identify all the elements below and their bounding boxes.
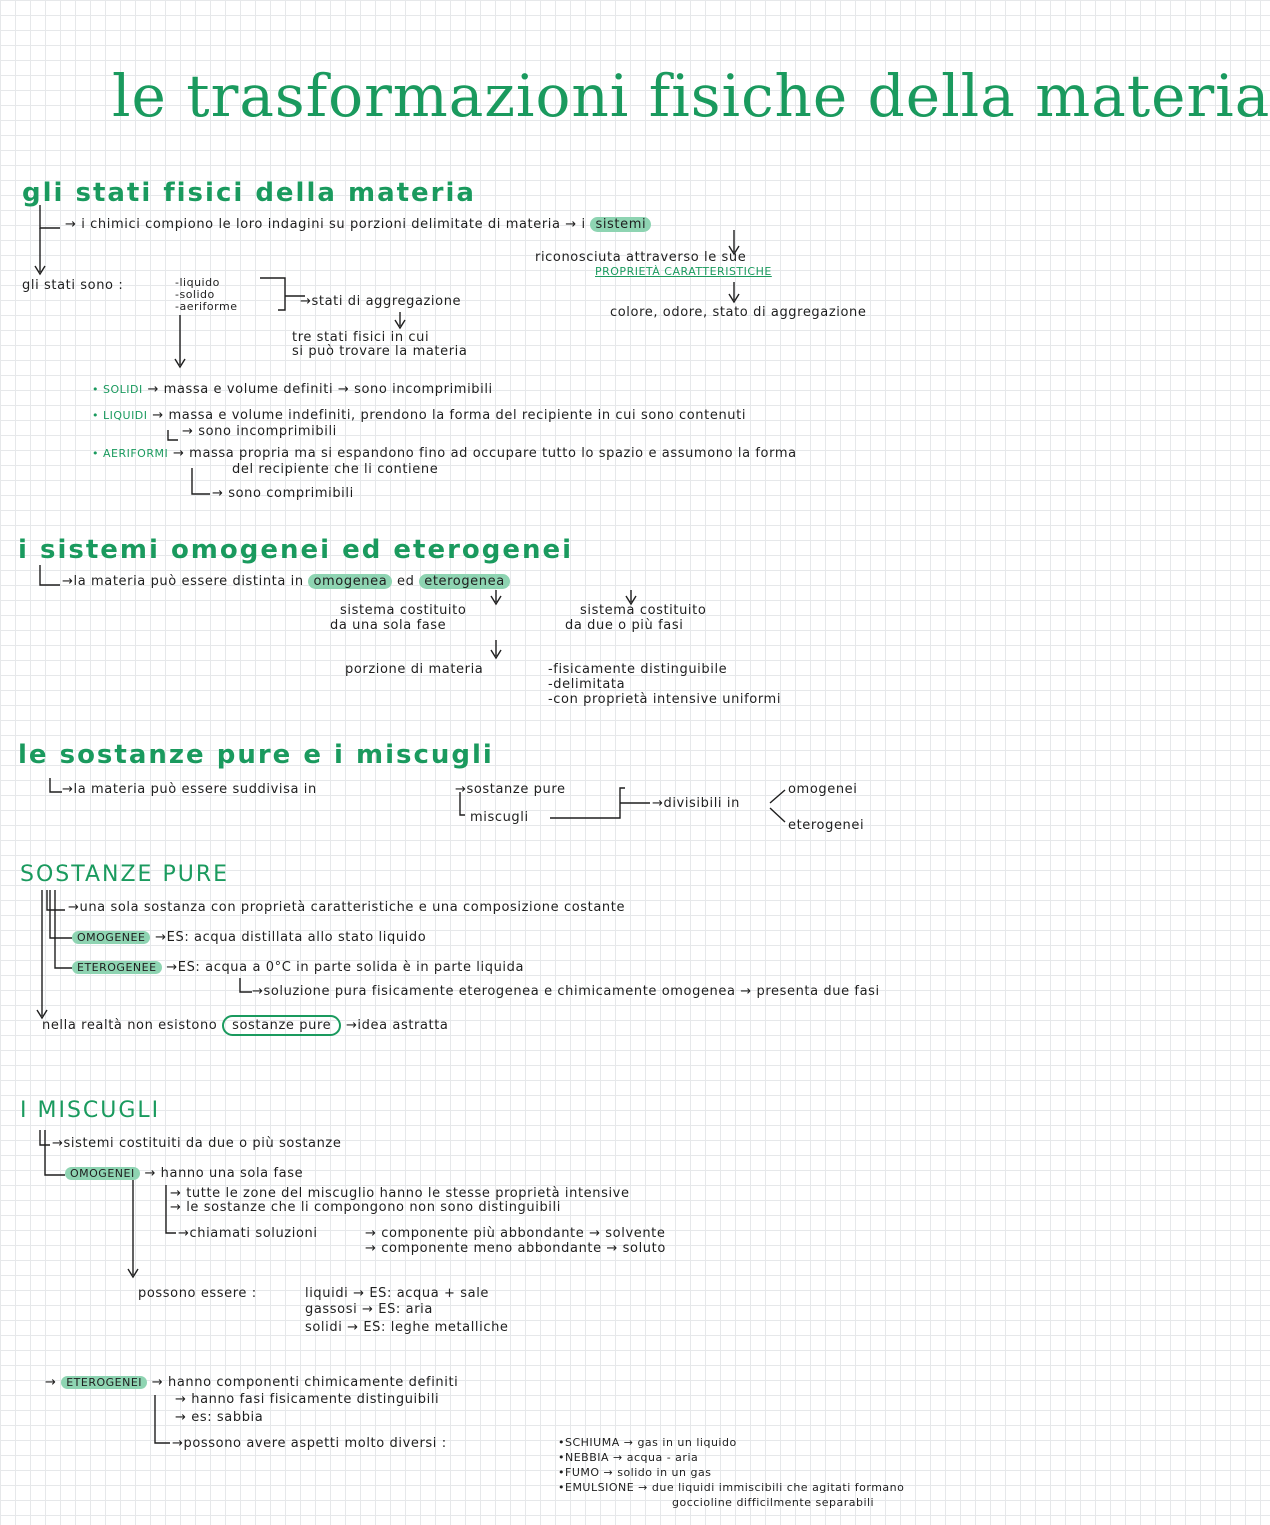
solidi-es: solidi → ES: leghe metalliche	[305, 1320, 509, 1335]
realta-line	[42, 1018, 449, 1033]
liquidi-text: → massa e volume indefiniti, prendono la forma del recipiente in cui sono contenuti	[152, 408, 747, 423]
sostanze-pure-oval: sostanze pure	[222, 1015, 341, 1036]
heading-sistemi: i sistemi omogenei ed eterogenei	[18, 535, 574, 565]
riconosciuta-text: riconosciuta attraverso le sue	[535, 250, 747, 265]
sistemi-costituiti-text: →sistemi costituiti da due o più sostanze	[52, 1136, 342, 1151]
schiuma-text: •SCHIUMA → gas in un liquido	[558, 1436, 737, 1449]
liquidi-line	[92, 408, 746, 423]
heading-sostanze-pure: SOSTANZE PURE	[20, 862, 230, 887]
eterogenea-desc2: da due o più fasi	[565, 618, 684, 633]
heading-miscugli: I MISCUGLI	[20, 1098, 161, 1123]
porzione-prop1: -fisicamente distinguibile	[548, 662, 728, 677]
page-title: le trasformazioni fisiche della materia	[112, 62, 1270, 130]
porzione-prop3: -con proprietà intensive uniformi	[548, 692, 782, 707]
tre-stati-line1: tre stati fisici in cui	[292, 330, 430, 345]
divisibili-text: →divisibili in	[652, 796, 740, 811]
emulsione-text2: goccioline difficilmente separabili	[672, 1496, 875, 1509]
omogenea-desc1: sistema costituito	[340, 603, 467, 618]
solvente-text: → componente più abbondante → solvente	[365, 1226, 666, 1241]
ed-text: ed	[397, 574, 415, 589]
omogenei-text3: → le sostanze che li compongono non sono distinguibili	[170, 1200, 561, 1215]
line-chimici-text: → i chimici compiono le loro indagini su porzioni delimitate di materia → i	[65, 217, 586, 232]
line-distinta	[62, 574, 510, 589]
eterogenei-text2: → hanno fasi fisicamente distinguibili	[175, 1392, 440, 1407]
eterogenei-line: → ETEROGENEI → hanno componenti chimicamente definiti	[45, 1375, 459, 1390]
aeriformi-text3: → sono comprimibili	[212, 486, 354, 501]
omogenei-text1: → hanno una sola fase	[144, 1166, 304, 1181]
sostanze-pure-text: →sostanze pure	[455, 782, 566, 797]
chiamati-soluzioni: →chiamati soluzioni	[178, 1226, 318, 1241]
aeriformi-key: • AERIFORMI	[92, 447, 169, 460]
porzione-prop2: -delimitata	[548, 677, 626, 692]
aeriformi-line	[92, 446, 797, 461]
eterogenee-text: →ES: acqua a 0°C in parte solida è in parte liquida	[166, 960, 525, 975]
sostanza-sola-text: →una sola sostanza con proprietà caratteristiche e una composizione costante	[68, 900, 626, 915]
eterogenee-line	[72, 960, 524, 975]
omogenea-desc2: da una sola fase	[330, 618, 447, 633]
solidi-key: • SOLIDI	[92, 383, 143, 396]
eterogenei-key: ETEROGENEI	[61, 1376, 147, 1389]
omogenee-line	[72, 930, 426, 945]
proprieta-caratteristiche: PROPRIETÀ CARATTERISTICHE	[595, 265, 772, 278]
eterogenei-text3: → es: sabbia	[175, 1410, 264, 1425]
omogenee-key: OMOGENEE	[72, 931, 150, 944]
omogenea-highlight: omogenea	[308, 574, 392, 589]
eterogenea-desc1: sistema costituito	[580, 603, 707, 618]
aeriforme-item: -aeriforme	[175, 300, 238, 313]
heading-sostanze-miscugli: le sostanze pure e i miscugli	[18, 740, 494, 770]
solidi-line	[92, 382, 493, 397]
omogenei-line	[65, 1166, 303, 1181]
soluto-text: → componente meno abbondante → soluto	[365, 1241, 666, 1256]
possono-essere: possono essere :	[138, 1286, 257, 1301]
eterogenei-text: eterogenei	[788, 818, 865, 833]
liquidi-key: • LIQUIDI	[92, 409, 148, 422]
suddivisa-text: →la materia può essere suddivisa in	[62, 782, 317, 797]
soluzione-pura-text: →soluzione pura fisicamente eterogenea e chimicamente omogenea → presenta due fasi	[252, 984, 880, 999]
heading-stati-fisici: gli stati fisici della materia	[22, 178, 476, 208]
liquidi-text2: → sono incomprimibili	[182, 424, 337, 439]
colore-odore-text: colore, odore, stato di aggregazione	[610, 305, 867, 320]
omogenei-key: OMOGENEI	[65, 1167, 140, 1180]
omogenei-text2: → tutte le zone del miscuglio hanno le stesse proprietà intensive	[170, 1186, 630, 1201]
eterogenea-highlight: eterogenea	[419, 574, 510, 589]
solido-item: -solido	[175, 288, 215, 301]
solidi-text: → massa e volume definiti → sono incomprimibili	[147, 382, 493, 397]
line-chimici	[65, 217, 651, 232]
aspetti-text: →possono avere aspetti molto diversi :	[172, 1436, 447, 1451]
realta-text: nella realtà non esistono	[42, 1018, 218, 1033]
sistemi-highlight: sistemi	[590, 217, 651, 232]
stati-sono-label: gli stati sono :	[22, 278, 124, 293]
distinta-text: →la materia può essere distinta in	[62, 574, 304, 589]
tre-stati-line2: si può trovare la materia	[292, 344, 468, 359]
omogenei-text: omogenei	[788, 782, 858, 797]
aggregazione-text: →stati di aggregazione	[300, 294, 462, 309]
liquidi-es: liquidi → ES: acqua + sale	[305, 1286, 490, 1301]
eterogenei-text1: → hanno componenti chimicamente definiti	[151, 1375, 459, 1390]
idea-astratta-text: →idea astratta	[345, 1018, 449, 1033]
omogenee-text: →ES: acqua distillata allo stato liquido	[155, 930, 427, 945]
aeriformi-text2: del recipiente che li contiene	[232, 462, 439, 477]
miscugli-text: miscugli	[470, 810, 529, 825]
liquido-item: -liquido	[175, 276, 220, 289]
eterogenee-key: ETEROGENEE	[72, 961, 162, 974]
porzione-text: porzione di materia	[345, 662, 484, 677]
nebbia-text: •NEBBIA → acqua - aria	[558, 1451, 699, 1464]
aeriformi-text: → massa propria ma si espandono fino ad occupare tutto lo spazio e assumono la forma	[172, 446, 797, 461]
emulsione-text: •EMULSIONE → due liquidi immiscibili che agitati formano	[558, 1481, 905, 1494]
fumo-text: •FUMO → solido in un gas	[558, 1466, 712, 1479]
gassosi-es: gassosi → ES: aria	[305, 1302, 433, 1317]
